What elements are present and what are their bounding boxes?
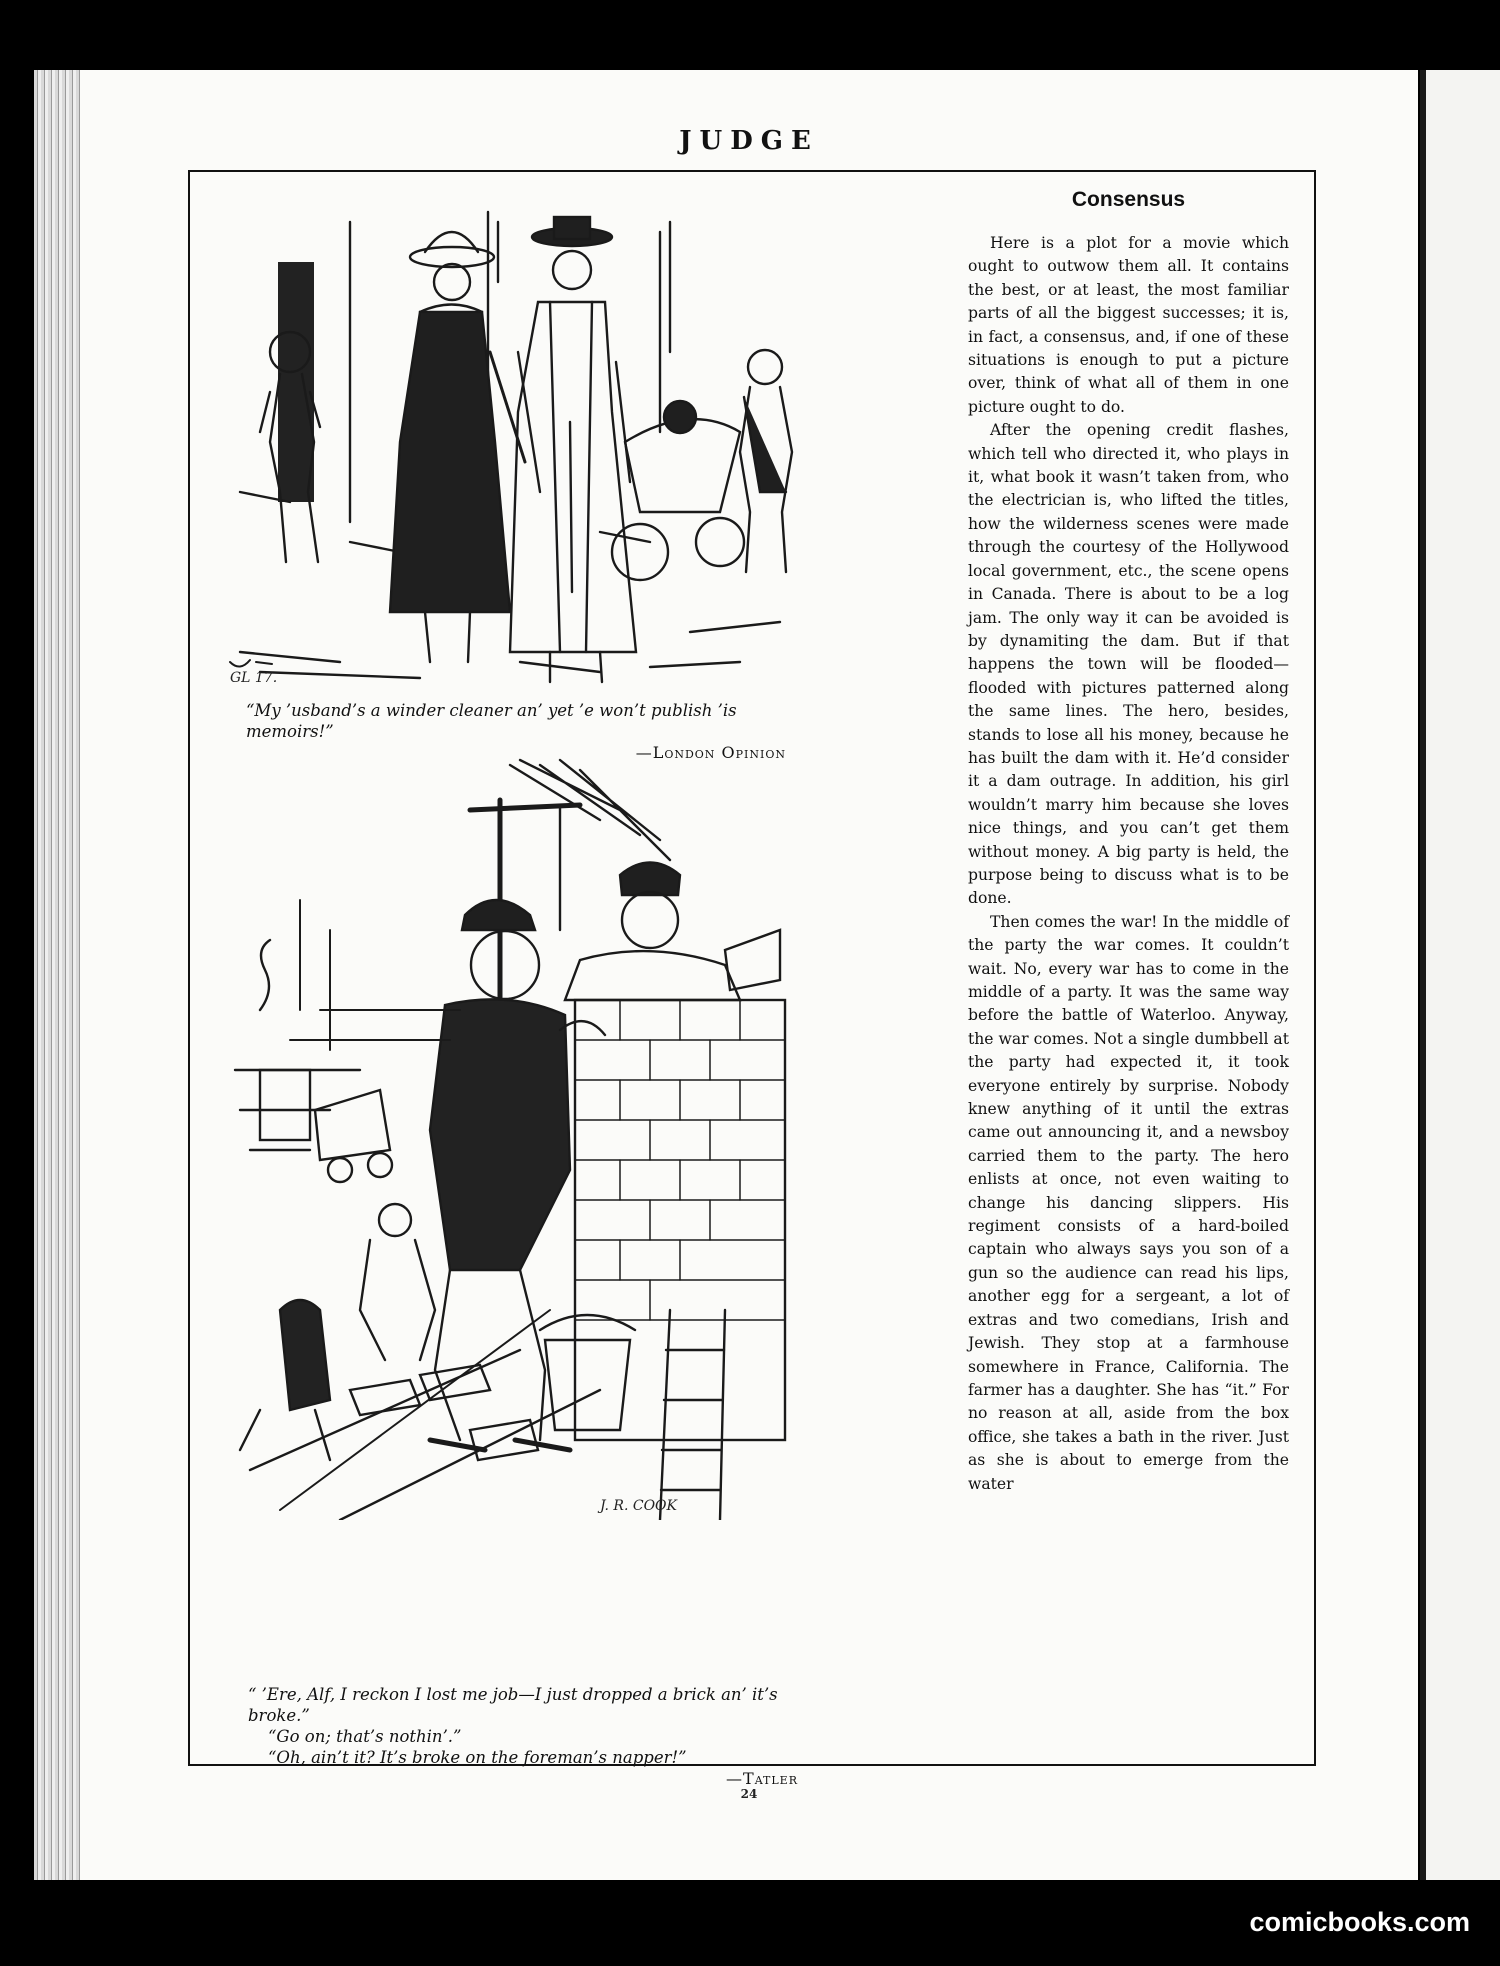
cartoon-street-women bbox=[220, 192, 810, 687]
top-cartoon-signature: GL 17. bbox=[230, 670, 278, 686]
bottom-caption-line-1: “ ’Ere, Alf, I reckon I lost me job—I just dropped a brick an’ it’s broke.” bbox=[248, 1685, 778, 1725]
top-caption-text: “My ’usband’s a winder cleaner an’ yet ’e won’t publish ’is memoirs!” bbox=[246, 701, 737, 741]
page-number: 24 bbox=[740, 1787, 758, 1801]
site-watermark: comicbooks.com bbox=[1249, 1907, 1470, 1937]
article-paragraph-3: Then comes the war! In the middle of the party the war comes. It couldn’t wait. No, every war has to come in the middle of a party. It was the same way before the battle of Waterloo. Anyway, the war comes. Not a single dumbbell at the party had expected it, it took everyone entirely by surprise. Nobody knew anything of it until the extras came out announcing it, and a newsboy carried them to the party. The hero enlists at once, not even waiting to change his dancing slippers. His regiment consists of a hard-boiled captain who always says you son of a gun so the audience can read his lips, another egg for a sergeant, a lot of extras and two comedians, Irish and Jewish. They stop at a farmhouse somewhere in France, California. The farmer has a daughter. She has “it.” For no reason at all, aside from the box office, she takes a bath in the river. Just as she is about to emerge from the water bbox=[968, 912, 1289, 1493]
cartoon-bricklayers bbox=[220, 750, 815, 1520]
bottom-caption-line-2: “Go on; that’s nothin’.” bbox=[268, 1727, 462, 1746]
article-paragraph-1: Here is a plot for a movie which ought to outwow them all. It contains the best, or at least, the most familiar parts of all the biggest successes; it is, in fact, a consensus, and, if one of these situations is enough to put a picture over, think of what all of them in one picture ought to do. bbox=[968, 234, 1289, 416]
magazine-title: JUDGE bbox=[679, 126, 819, 156]
article-paragraph-2: After the opening credit flashes, which tell who directed it, who plays in it, what book it wasn’t taken from, who the electrician is, who lifted the titles, how the wilderness scenes were made through the courtesy of the Hollywood local government, etc., the scene opens in Canada. There is about to be a log jam. The only way it can be avoided is by dynamiting the dam. But if that happens the town will be flooded—flooded with pictures patterned along the same lines. The hero, besides, stands to lose all his money, because he has built the dam with it. He’d consider it a dam outrage. In addition, his girl wouldn’t marry him because she loves nice things, and you can’t get them without money. A big party is held, the purpose being to discuss what is to be done. bbox=[968, 421, 1289, 908]
article-column bbox=[968, 188, 1289, 1496]
bottom-cartoon-signature: J. R. COOK bbox=[600, 1498, 677, 1514]
facing-page-edge bbox=[1420, 70, 1500, 1880]
bottom-caption-credit: —Tatler bbox=[726, 1769, 798, 1788]
bottom-cartoon-caption bbox=[248, 1684, 818, 1789]
bottom-caption-line-3: “Oh, ain’t it? It’s broke on the foreman’s napper!” bbox=[268, 1748, 687, 1767]
article-title: Consensus bbox=[1071, 188, 1186, 211]
magazine-page bbox=[80, 70, 1418, 1880]
top-caption-credit: —London Opinion bbox=[635, 743, 786, 762]
